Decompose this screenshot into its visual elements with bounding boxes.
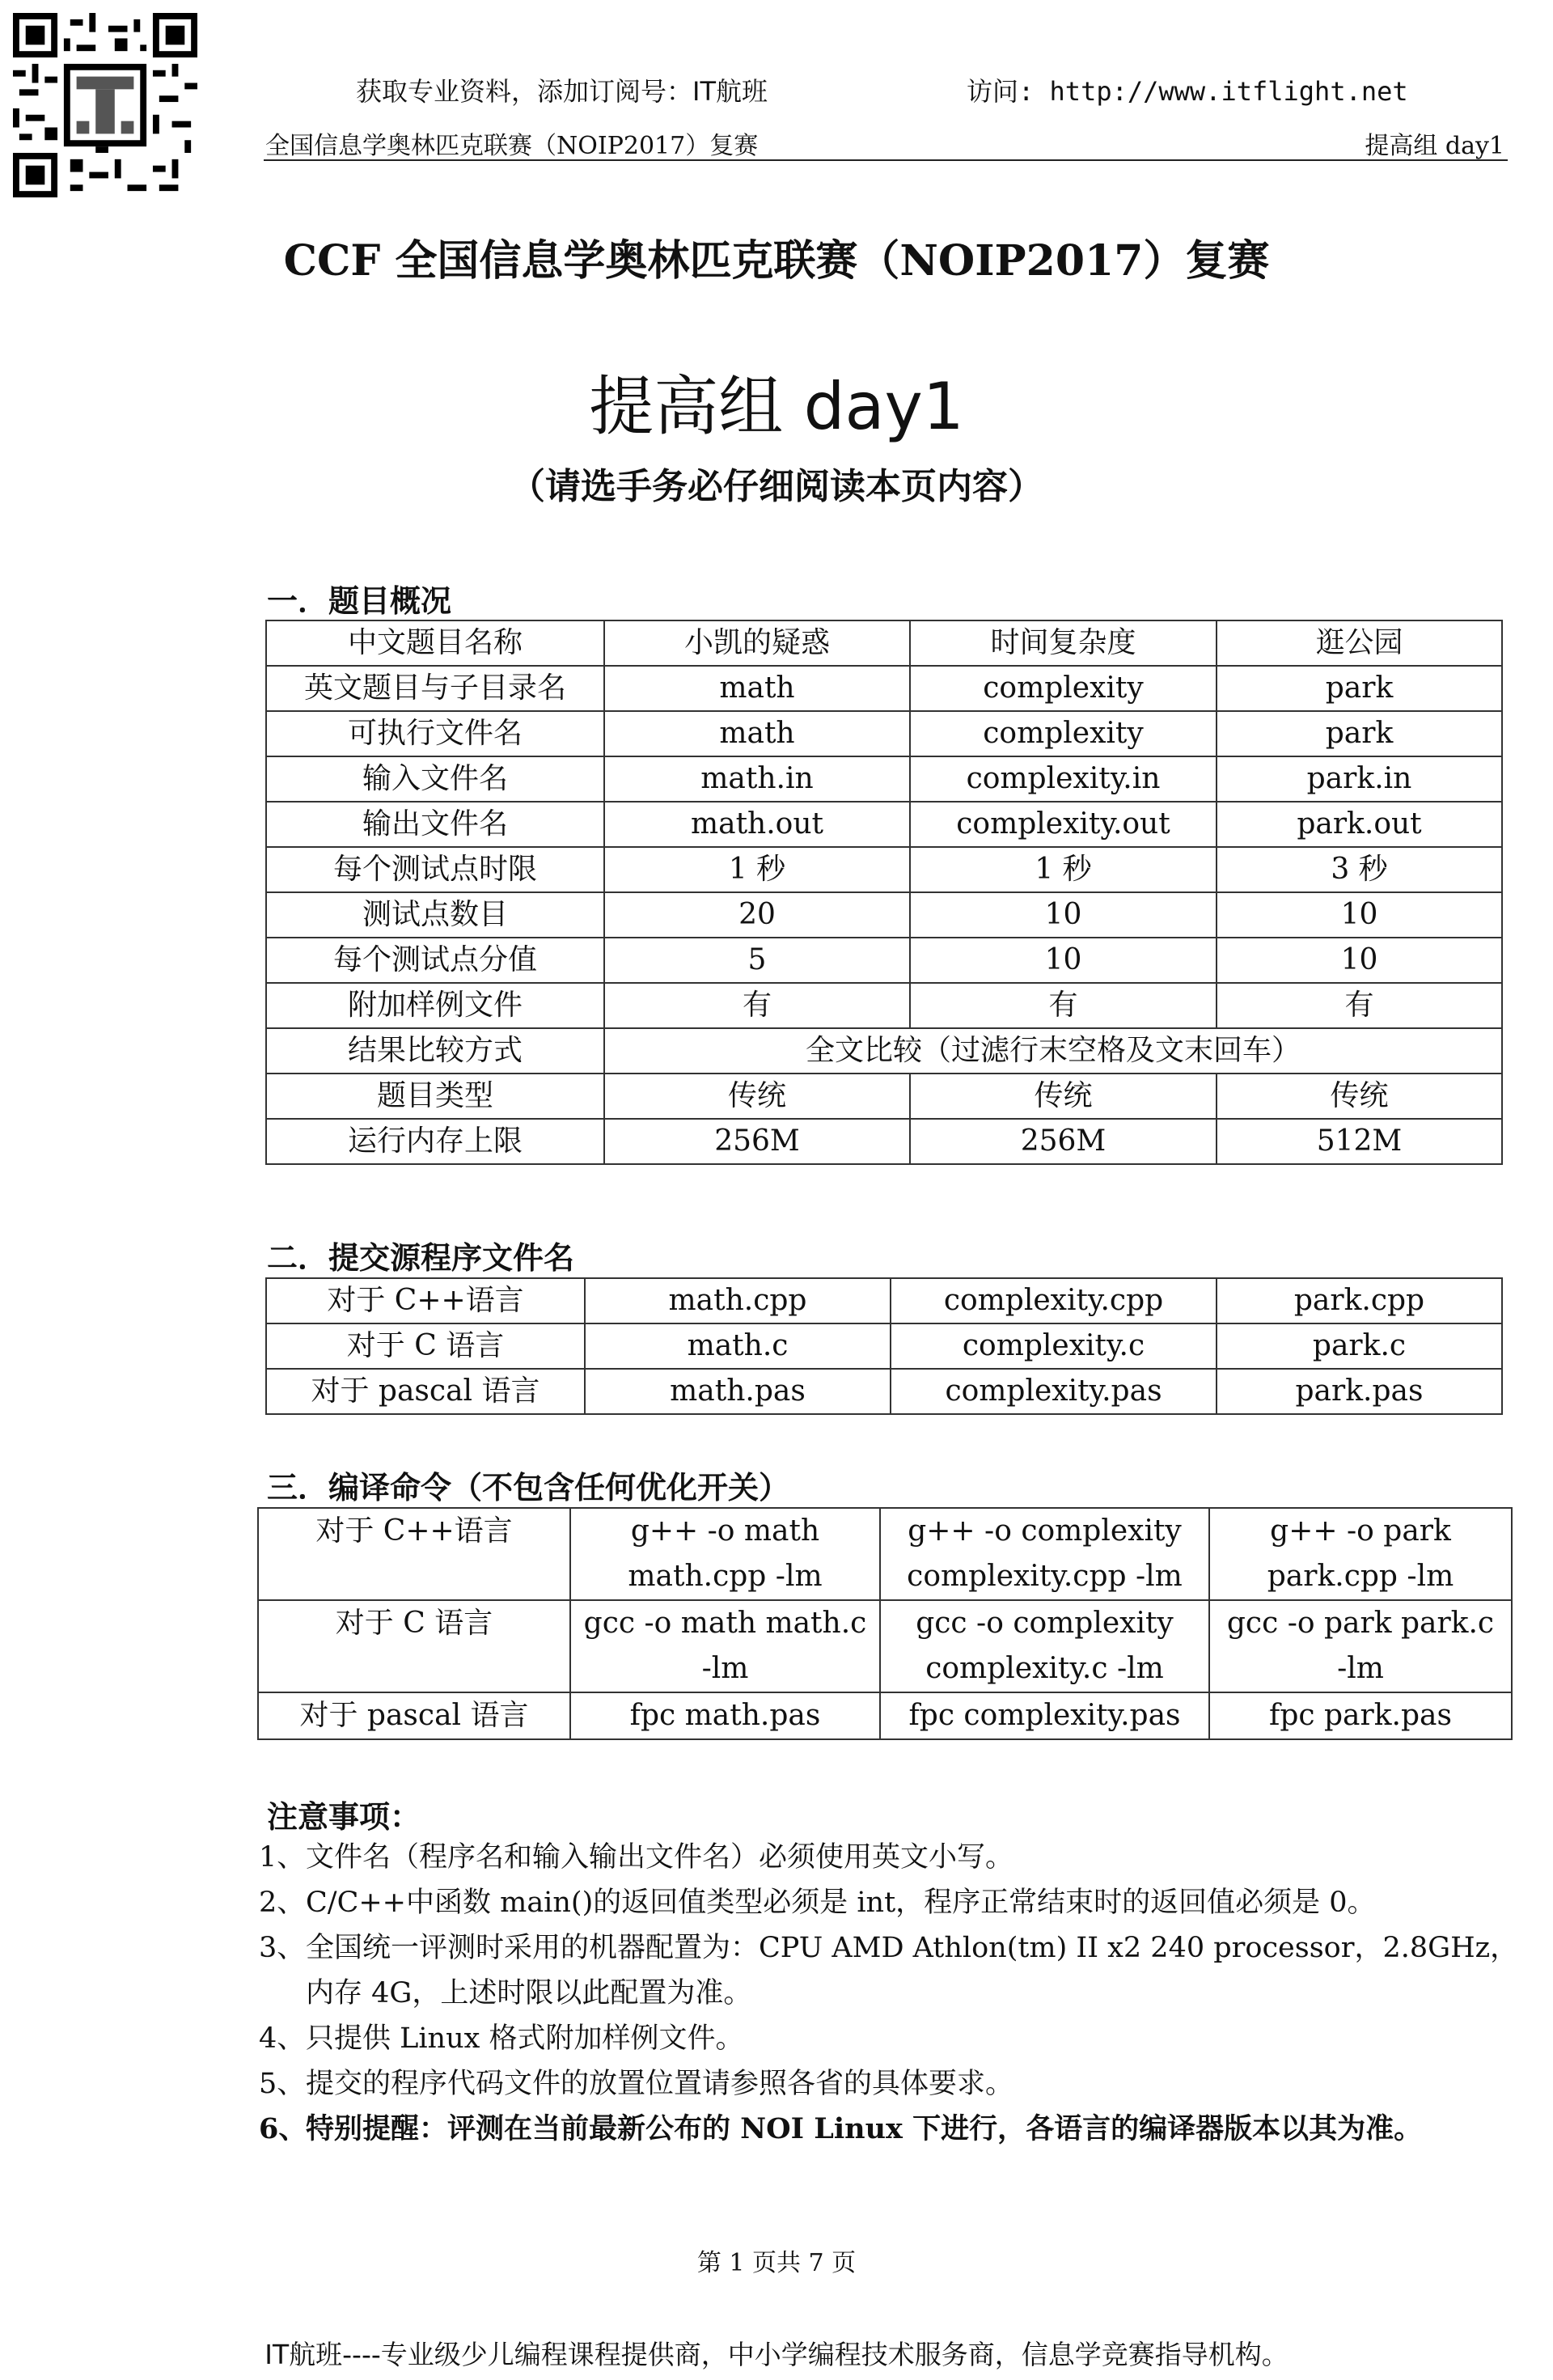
table-cell xyxy=(880,1600,1209,1692)
table-cell: 传统 xyxy=(910,1074,1217,1119)
cell-line: fpc complexity.pas xyxy=(908,1699,1181,1732)
list-item xyxy=(259,2016,1521,2061)
document-title: CCF 全国信息学奥林匹克联赛（NOIP2017）复赛 xyxy=(283,236,1270,286)
table-cell: math.out xyxy=(604,802,910,847)
table-cell: complexity.pas xyxy=(891,1369,1217,1414)
table-row xyxy=(266,756,1502,802)
list-text: 文件名（程序名和输入输出文件名）必须使用英文小写。 xyxy=(306,1841,1014,1874)
table-cell: 中文题目名称 xyxy=(266,620,604,666)
table-cell: 传统 xyxy=(604,1074,910,1119)
table-cell: 256M xyxy=(604,1119,910,1164)
table-cell xyxy=(570,1508,880,1600)
list-text: 全国统一评测时采用的机器配置为：CPU AMD Athlon(tm) II x2 240 processor，2.8GHz，内存 4G，上述时限以此配置为准。 xyxy=(306,1932,1519,2009)
cell-line: complexity.cpp -lm xyxy=(907,1560,1183,1593)
table-cell: 传统 xyxy=(1217,1074,1502,1119)
table-cell: 输入文件名 xyxy=(266,756,604,802)
table-cell: 1 秒 xyxy=(604,847,910,892)
table-cell: math.cpp xyxy=(585,1278,891,1323)
table-cell: 10 xyxy=(1217,892,1502,938)
table-cell xyxy=(880,1508,1209,1600)
table-cell: 5 xyxy=(604,938,910,983)
list-item xyxy=(259,1925,1521,2016)
header-rule xyxy=(264,159,1508,161)
list-item-highlight xyxy=(259,2107,1521,2152)
cell-line: gcc -o complexity xyxy=(916,1607,1174,1640)
cell-line: g++ -o complexity xyxy=(908,1514,1182,1548)
table-cell: math.pas xyxy=(585,1369,891,1414)
source-filename-table xyxy=(265,1277,1503,1415)
table-row xyxy=(258,1600,1512,1692)
table-cell: 英文题目与子目录名 xyxy=(266,666,604,711)
list-index: 2、 xyxy=(259,1887,306,1919)
footer-text: IT航班----专业级少儿编程课程提供商，中小学编程技术服务商，信息学竞赛指导机构。 xyxy=(264,2339,1289,2370)
table-row xyxy=(266,1278,1502,1323)
table-cell: 对于 C 语言 xyxy=(258,1600,570,1692)
table-cell xyxy=(1209,1508,1512,1600)
table-row xyxy=(266,802,1502,847)
cell-line: g++ -o park xyxy=(1270,1514,1451,1548)
table-row xyxy=(266,711,1502,756)
running-header-left: 全国信息学奥林匹克联赛（NOIP2017）复赛 xyxy=(265,132,759,160)
cell-line: -lm xyxy=(1337,1652,1384,1685)
reading-note: （请选手务必仔细阅读本页内容） xyxy=(510,466,1043,507)
table-row xyxy=(266,892,1502,938)
cell-line: gcc -o park park.c xyxy=(1226,1607,1495,1640)
table-cell: 题目类型 xyxy=(266,1074,604,1119)
table-cell xyxy=(880,1692,1209,1739)
running-header-right: 提高组 day1 xyxy=(1365,132,1504,160)
table-cell: 3 秒 xyxy=(1217,847,1502,892)
qr-code-icon xyxy=(13,13,197,197)
promo-subscribe-text: 获取专业资料，添加订阅号：IT航班 xyxy=(356,76,768,107)
table-cell: math xyxy=(604,711,910,756)
section-heading-source-files: 二．提交源程序文件名 xyxy=(267,1239,575,1276)
table-cell: 256M xyxy=(910,1119,1217,1164)
table-cell: 每个测试点时限 xyxy=(266,847,604,892)
table-cell: math.in xyxy=(604,756,910,802)
table-cell: 对于 C 语言 xyxy=(266,1323,585,1369)
table-row xyxy=(266,620,1502,666)
table-cell: 小凯的疑惑 xyxy=(604,620,910,666)
list-item xyxy=(259,1835,1521,1880)
table-row xyxy=(258,1692,1512,1739)
list-index: 5、 xyxy=(259,2068,306,2100)
section-heading-overview: 一．题目概况 xyxy=(267,582,452,619)
table-cell: park xyxy=(1217,711,1502,756)
table-cell: 对于 C++语言 xyxy=(258,1508,570,1600)
list-index: 3、 xyxy=(259,1932,306,1964)
table-cell: 附加样例文件 xyxy=(266,983,604,1028)
problem-overview-table xyxy=(265,620,1503,1165)
table-cell: 10 xyxy=(1217,938,1502,983)
list-text: 特别提醒：评测在当前最新公布的 NOI Linux 下进行，各语言的编译器版本以其为准。 xyxy=(306,2112,1423,2145)
table-cell xyxy=(1209,1692,1512,1739)
cell-line: math.cpp -lm xyxy=(628,1560,823,1593)
table-cell: complexity.cpp xyxy=(891,1278,1217,1323)
table-cell: 对于 C++语言 xyxy=(266,1278,585,1323)
table-cell xyxy=(570,1692,880,1739)
list-index: 4、 xyxy=(259,2022,306,2055)
table-cell: complexity.out xyxy=(910,802,1217,847)
list-text: C/C++中函数 main()的返回值类型必须是 int，程序正常结束时的返回值必须是 0。 xyxy=(306,1887,1376,1919)
table-cell: 逛公园 xyxy=(1217,620,1502,666)
cell-line: complexity.c -lm xyxy=(925,1652,1164,1685)
table-row xyxy=(266,1323,1502,1369)
table-cell: 有 xyxy=(604,983,910,1028)
table-cell: 1 秒 xyxy=(910,847,1217,892)
cell-line: fpc park.pas xyxy=(1269,1699,1452,1732)
table-cell: 10 xyxy=(910,938,1217,983)
table-cell: complexity.in xyxy=(910,756,1217,802)
table-cell: park.out xyxy=(1217,802,1502,847)
list-text: 提交的程序代码文件的放置位置请参照各省的具体要求。 xyxy=(306,2068,1014,2100)
table-cell: 20 xyxy=(604,892,910,938)
table-cell: 运行内存上限 xyxy=(266,1119,604,1164)
table-cell: 结果比较方式 xyxy=(266,1028,604,1074)
list-text: 只提供 Linux 格式附加样例文件。 xyxy=(306,2022,744,2055)
notes-list xyxy=(259,1835,1521,2152)
table-cell: park xyxy=(1217,666,1502,711)
table-row xyxy=(266,1369,1502,1414)
table-cell-merged: 全文比较（过滤行末空格及文末回车） xyxy=(604,1028,1502,1074)
list-item xyxy=(259,1880,1521,1925)
table-row xyxy=(266,666,1502,711)
list-index: 6、 xyxy=(259,2112,307,2145)
table-cell: 有 xyxy=(1217,983,1502,1028)
document-subtitle: 提高组 day1 xyxy=(589,369,964,444)
table-cell: complexity xyxy=(910,711,1217,756)
table-cell: math xyxy=(604,666,910,711)
table-row xyxy=(266,1119,1502,1164)
table-cell xyxy=(570,1600,880,1692)
table-cell: complexity xyxy=(910,666,1217,711)
table-cell: math.c xyxy=(585,1323,891,1369)
list-index: 1、 xyxy=(259,1841,306,1874)
page-number: 第 1 页共 7 页 xyxy=(696,2249,857,2277)
table-row xyxy=(266,983,1502,1028)
cell-line: park.cpp -lm xyxy=(1267,1560,1454,1593)
table-cell: 输出文件名 xyxy=(266,802,604,847)
promo-website-text: 访问: http://www.itflight.net xyxy=(967,76,1408,107)
table-cell: 每个测试点分值 xyxy=(266,938,604,983)
cell-line: fpc math.pas xyxy=(629,1699,821,1732)
table-cell: park.pas xyxy=(1217,1369,1502,1414)
section-heading-compile-commands: 三．编译命令（不包含任何优化开关） xyxy=(267,1469,790,1505)
table-cell: 时间复杂度 xyxy=(910,620,1217,666)
list-item xyxy=(259,2061,1521,2107)
cell-line: g++ -o math xyxy=(630,1514,820,1548)
cell-line: -lm xyxy=(701,1652,749,1685)
table-cell: 对于 pascal 语言 xyxy=(266,1369,585,1414)
table-cell: 测试点数目 xyxy=(266,892,604,938)
table-cell: 512M xyxy=(1217,1119,1502,1164)
compile-command-table xyxy=(257,1507,1513,1740)
table-cell: park.cpp xyxy=(1217,1278,1502,1323)
table-row xyxy=(266,847,1502,892)
table-cell: park.c xyxy=(1217,1323,1502,1369)
table-cell: 可执行文件名 xyxy=(266,711,604,756)
table-row xyxy=(266,938,1502,983)
table-cell: 有 xyxy=(910,983,1217,1028)
table-row xyxy=(266,1074,1502,1119)
table-cell: 10 xyxy=(910,892,1217,938)
table-row xyxy=(258,1508,1512,1600)
cell-line: gcc -o math math.c xyxy=(583,1607,867,1640)
table-cell: 对于 pascal 语言 xyxy=(258,1692,570,1739)
notes-heading: 注意事项： xyxy=(267,1798,421,1835)
table-row xyxy=(266,1028,1502,1074)
table-cell: complexity.c xyxy=(891,1323,1217,1369)
table-cell xyxy=(1209,1600,1512,1692)
table-cell: park.in xyxy=(1217,756,1502,802)
